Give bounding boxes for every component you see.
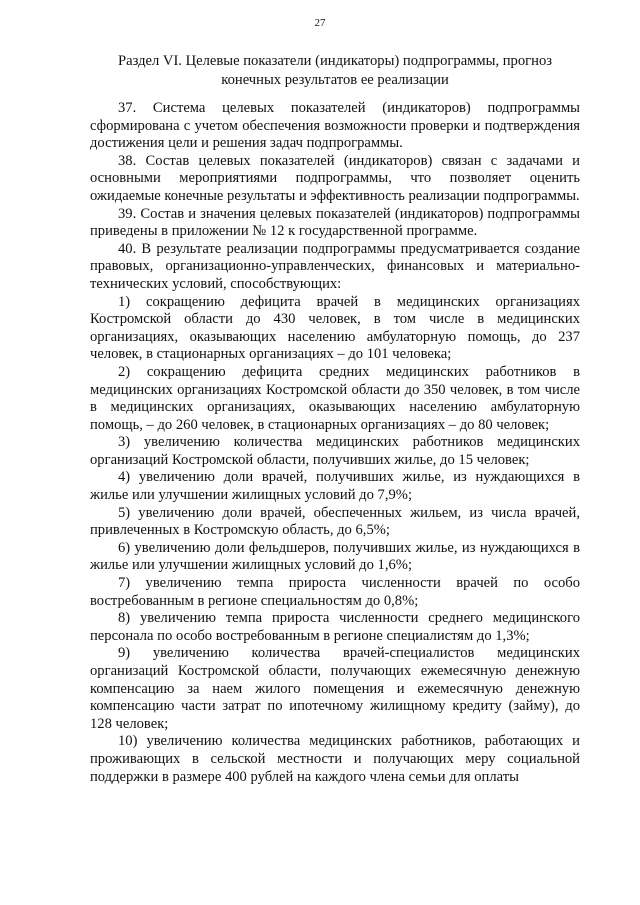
paragraph-40: 40. В результате реализации подпрограммы предусматривается создание правовых, организационно-управленческих, финансовых и материально-технических условий, способствующих: [90, 240, 580, 292]
section-title-line-2: конечных результатов ее реализации [221, 72, 449, 88]
list-item-3: 3) увеличению количества медицинских работников медицинских организаций Костромской области, получивших жилье, до 15 человек; [90, 434, 580, 468]
list-item-2: 2) сокращению дефицита средних медицинских работников в медицинских организациях Костромской области до 350 человек, в том числе в медицинских организациях, оказывающих населению амбулаторную помощь, – до 260 человек, в стационарных организациях – до 80 человек; [90, 363, 580, 433]
section-title-line-1: Раздел VI. Целевые показатели (индикаторы) подпрограммы, прогноз [117, 53, 553, 69]
document-body [90, 100, 580, 786]
list-item-10: 10) увеличению количества медицинских работников, работающих и проживающих в сельской местности и получающих меру социальной поддержки в размере 400 рублей на каждого члена семьи для оплаты [90, 733, 580, 785]
list-item-6: 6) увеличению доли фельдшеров, получивших жилье, из нуждающихся в жилье или улучшении жилищных условий до 1,6%; [90, 539, 580, 574]
list-item-7: 7) увеличению темпа прироста численности врачей по особо востребованным в регионе специальностям до 0,8%; [90, 575, 580, 609]
list-item-1: 1) сокращению дефицита врачей в медицинских организациях Костромской области до 430 человек, в том числе в медицинских организациях, оказывающих населению амбулаторную помощь, до 237 человек, в стационарных организациях – до 101 человека; [90, 293, 580, 363]
list-item-5: 5) увеличению доли врачей, обеспеченных жильем, из числа врачей, привлеченных в Костромскую область, до 6,5%; [90, 504, 580, 539]
paragraph-39: 39. Состав и значения целевых показателей (индикаторов) подпрограммы приведены в приложении № 12 к государственной программе. [90, 205, 580, 240]
paragraph-38: 38. Состав целевых показателей (индикаторов) связан с задачами и основными мероприятиями подпрограммы, что позволяет оценить ожидаемые конечные результаты и эффективность реализации подпрограммы. [90, 152, 580, 204]
page-number: 27 [314, 17, 326, 29]
list-item-4: 4) увеличению доли врачей, получивших жилье, из нуждающихся в жилье или улучшении жилищных условий до 7,9%; [90, 469, 580, 504]
list-item-9: 9) увеличению количества врачей-специалистов медицинских организаций Костромской области, получающих ежемесячную денежную компенсацию за наем жилого помещения и ежемесячную денежную компенсацию части затрат по ипотечному жилищному кредиту (займу), до 128 человек; [90, 645, 580, 732]
list-item-8: 8) увеличению темпа прироста численности среднего медицинского персонала по особо востребованным в регионе специалистям до 1,3%; [90, 610, 580, 644]
section-title [90, 52, 580, 90]
paragraph-37: 37. Система целевых показателей (индикаторов) подпрограммы сформирована с учетом обеспечения возможности проверки и подтверждения достижения цели и решения задач подпрограммы. [90, 100, 580, 152]
